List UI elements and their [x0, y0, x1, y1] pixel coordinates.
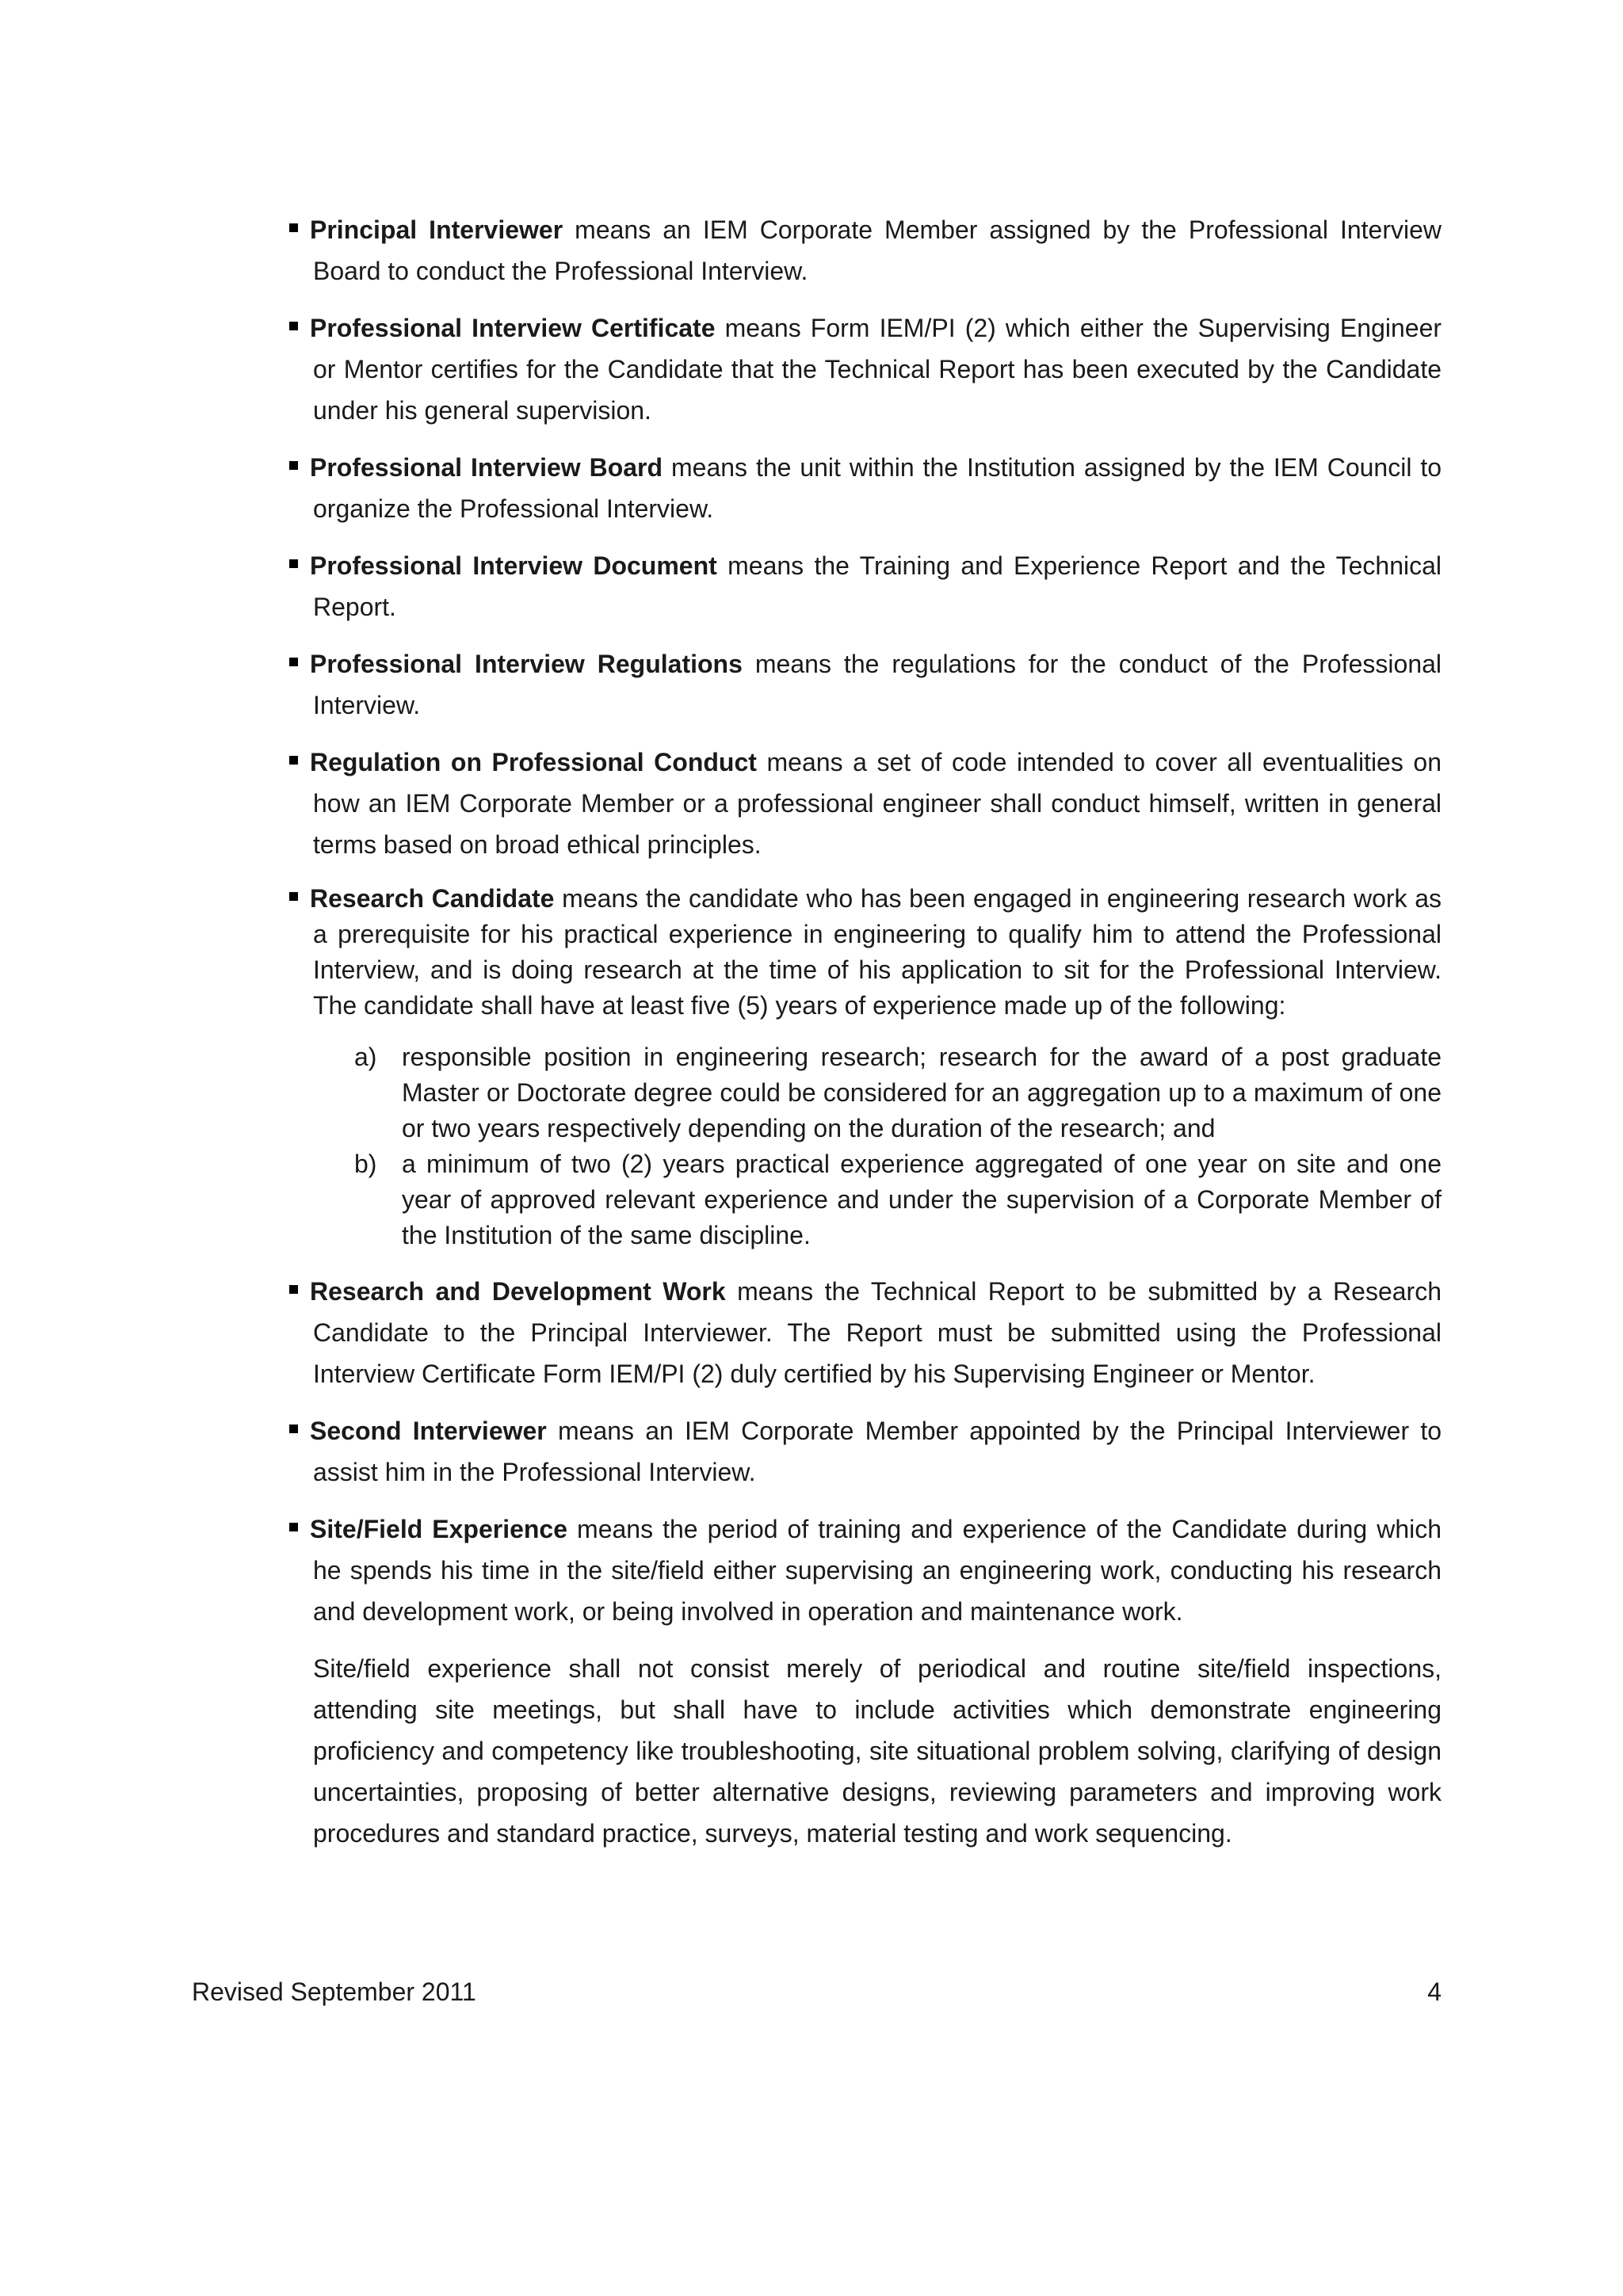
definition-term: Regulation on Professional Conduct: [310, 748, 757, 776]
definition-text: means Form IEM/PI (2) which either the Supervising Engineer or Mentor certifies for the Candidate that the Technical Report has been executed by the Candidate under his general supervision.: [313, 314, 1442, 425]
list-item: [267, 1039, 1442, 1146]
square-bullet-icon: [289, 892, 298, 901]
list-marker: a): [354, 1043, 377, 1071]
square-bullet-icon: [289, 1523, 298, 1531]
definitions-list: [267, 209, 1442, 1879]
definition-second-interviewer: [267, 1410, 1442, 1493]
square-bullet-icon: [289, 461, 298, 470]
definition-term: Site/Field Experience: [310, 1515, 568, 1543]
definition-term: Research Candidate: [310, 884, 555, 913]
square-bullet-icon: [289, 756, 298, 765]
list-item-text: a minimum of two (2) years practical experience aggregated of one year on site and one year of approved relevant experience and under the supervision of a Corporate Member of the Institution of the same discipline.: [402, 1150, 1442, 1249]
research-candidate-requirements: [267, 1039, 1442, 1253]
list-item-text: responsible position in engineering research; research for the award of a post graduate Master or Doctorate degree could be considered for an aggregation up to a maximum of one or two years respectively depending on the duration of the research; and: [402, 1043, 1442, 1142]
definition-professional-interview-regulations: [267, 643, 1442, 726]
square-bullet-icon: [289, 322, 298, 330]
page-number: 4: [1427, 1978, 1442, 2006]
definition-text: means the candidate who has been engaged in engineering research work as a prerequisite for his practical experience in engineering to qualify him to attend the Professional Interview, and is doing research at the time of his application to sit for the Professional Interview. The candidate shall have at least five (5) years of experience made up of the following:: [313, 884, 1442, 1020]
square-bullet-icon: [289, 559, 298, 568]
definition-term: Professional Interview Board: [310, 453, 663, 482]
definition-text: means the regulations for the conduct of the Professional Interview.: [313, 650, 1442, 719]
definition-term: Professional Interview Document: [310, 551, 717, 580]
definition-text: means the Training and Experience Report and the Technical Report.: [313, 551, 1442, 621]
definition-text: means an IEM Corporate Member assigned by the Professional Interview Board to conduct the Professional Interview.: [313, 215, 1442, 285]
definition-professional-interview-board: [267, 447, 1442, 529]
definition-text: means the Technical Report to be submitted by a Research Candidate to the Principal Interviewer. The Report must be submitted using the Professional Interview Certificate Form IEM/PI (2) duly certified by his Supervising Engineer or Mentor.: [313, 1277, 1442, 1388]
site-field-experience-paragraph: Site/field experience shall not consist merely of periodical and routine site/field inspections, attending site meetings, but shall have to include activities which demonstrate engineering proficiency and competency like troubleshooting, site situational problem solving, clarifying of design uncertainties, proposing of better alternative designs, reviewing parameters and improving work procedures and standard practice, surveys, material testing and work sequencing.: [313, 1654, 1442, 1848]
page-footer: [192, 1976, 1442, 2008]
definition-site-field-experience: [267, 1508, 1442, 1632]
definition-term: Principal Interviewer: [310, 215, 563, 244]
definition-principal-interviewer: [267, 209, 1442, 292]
definition-research-candidate: [267, 881, 1442, 1024]
square-bullet-icon: [289, 1425, 298, 1433]
definition-professional-interview-document: [267, 545, 1442, 627]
revision-date: Revised September 2011: [192, 1978, 476, 2006]
definition-term: Professional Interview Certificate: [310, 314, 716, 342]
definition-regulation-on-professional-conduct: [267, 742, 1442, 865]
square-bullet-icon: [289, 1285, 298, 1294]
definition-term: Research and Development Work: [310, 1277, 726, 1306]
definition-text: means a set of code intended to cover all eventualities on how an IEM Corporate Member or a professional engineer shall conduct himself, written in general terms based on broad ethical principles.: [313, 748, 1442, 859]
definition-research-and-development-work: [267, 1271, 1442, 1394]
definition-professional-interview-certificate: [267, 307, 1442, 431]
square-bullet-icon: [289, 658, 298, 666]
list-item: [267, 1146, 1442, 1253]
list-marker: b): [354, 1150, 377, 1178]
definition-term: Second Interviewer: [310, 1417, 547, 1445]
definition-term: Professional Interview Regulations: [310, 650, 743, 678]
definition-text: means the unit within the Institution assigned by the IEM Council to organize the Professional Interview.: [313, 453, 1442, 523]
definition-text: means the period of training and experience of the Candidate during which he spends his time in the site/field either supervising an engineering work, conducting his research and development work, or being involved in operation and maintenance work.: [313, 1515, 1442, 1626]
square-bullet-icon: [289, 223, 298, 232]
definition-text: means an IEM Corporate Member appointed by the Principal Interviewer to assist him in the Professional Interview.: [313, 1417, 1442, 1486]
